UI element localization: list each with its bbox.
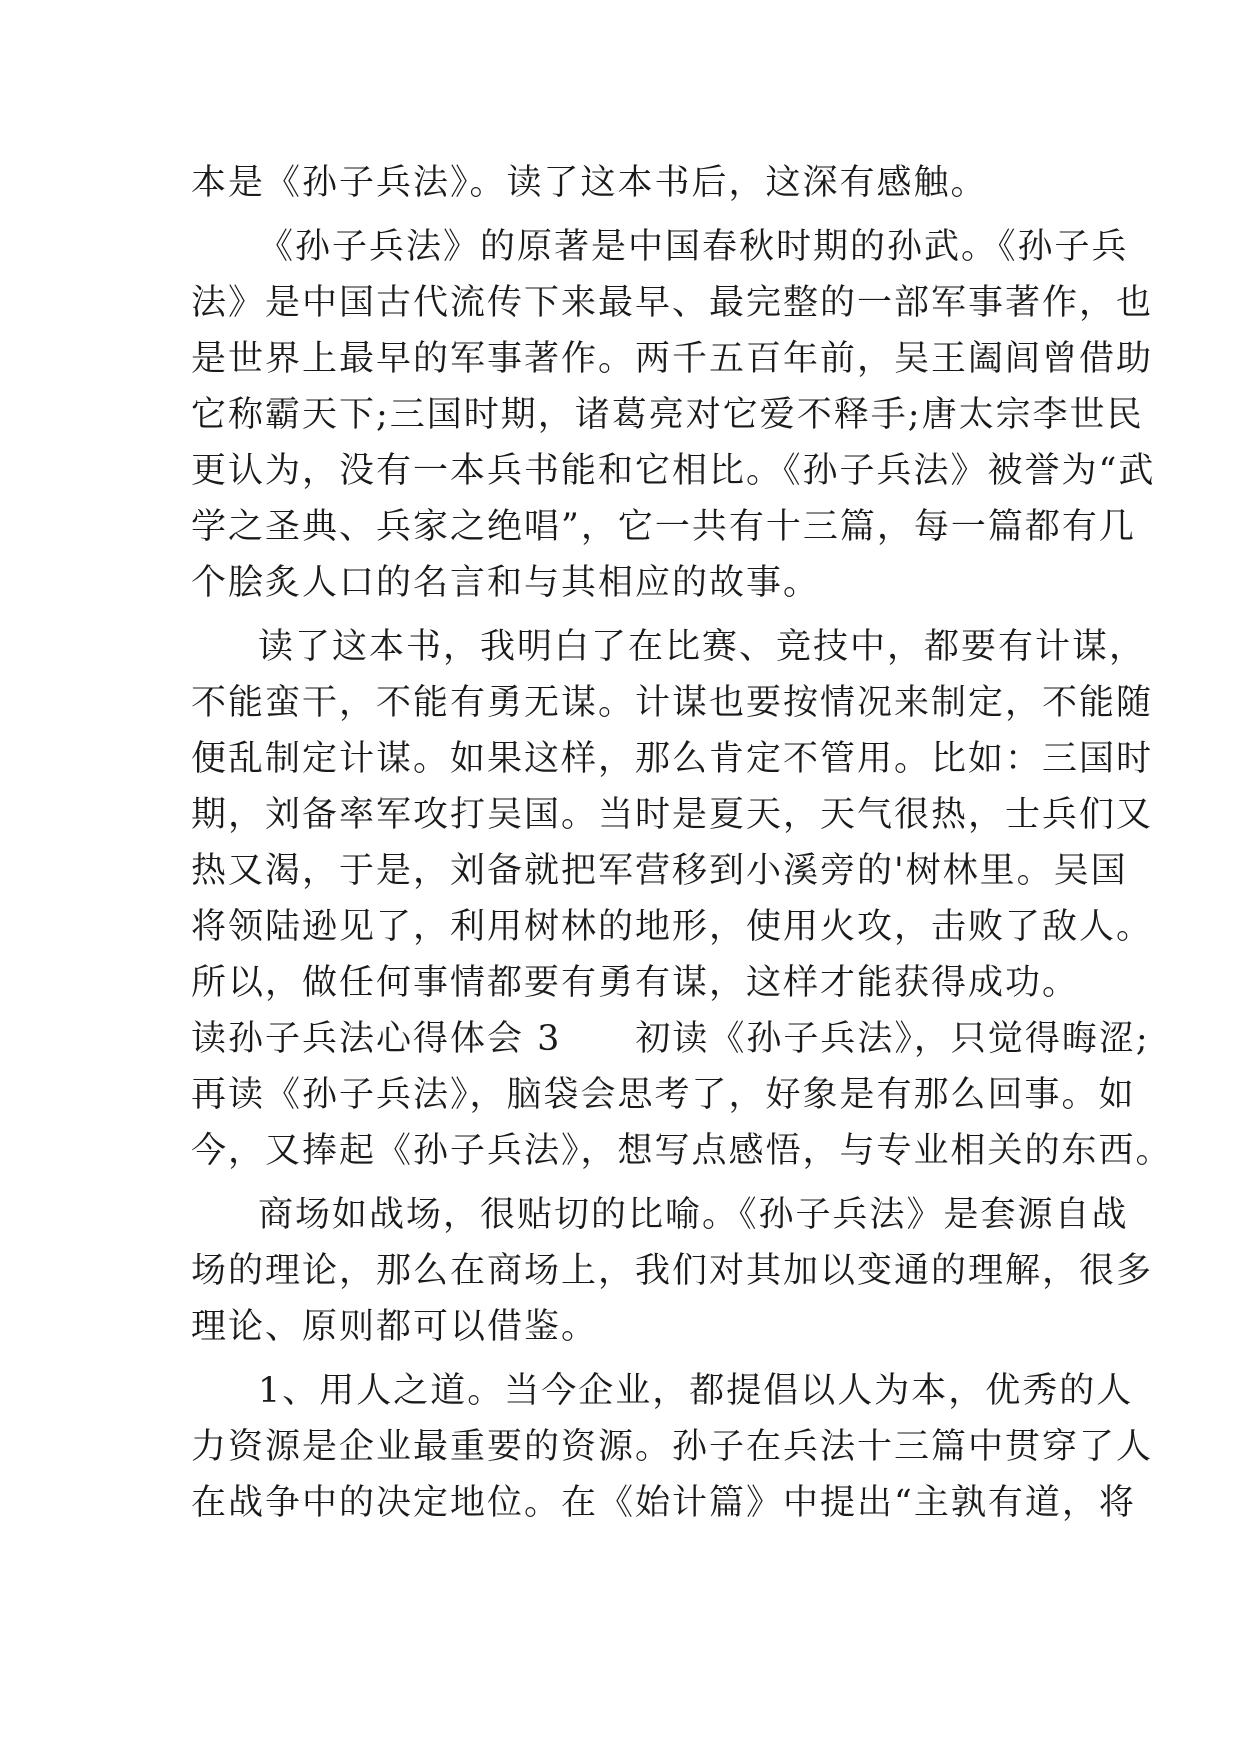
text-line-3: 法》是中国古代流传下来最早、最完整的一部军事著作，也 <box>191 283 1154 323</box>
text-line-24: 在战争中的决定地位。在《始计篇》中提出“主孰有道，将 <box>191 1483 1136 1523</box>
text-line-11: 便乱制定计谋。如果这样，那么肯定不管用。比如：三国时 <box>191 739 1154 779</box>
text-line-21: 理论、原则都可以借鉴。 <box>191 1307 599 1347</box>
text-line-19: 商场如战场，很贴切的比喻。《孙子兵法》是套源自战 <box>258 1195 1129 1235</box>
text-line-22: 1、用人之道。当今企业，都提倡以人为本，优秀的人 <box>258 1371 1134 1411</box>
text-line-7: 学之圣典、兵家之绝唱”，它一共有十三篇，每一篇都有几 <box>191 507 1136 547</box>
text-line-8: 个脍炙人口的名言和与其相应的故事。 <box>191 563 821 603</box>
text-line-5: 它称霸天下;三国时期，诸葛亮对它爱不释手;唐太宗李世民 <box>191 395 1144 435</box>
text-line-2: 《孙子兵法》的原著是中国春秋时期的孙武。《孙子兵 <box>258 227 1129 267</box>
text-line-16: 读孙子兵法心得体会 3 初读《孙子兵法》，只觉得晦涩; <box>191 1019 1150 1059</box>
text-line-12: 期，刘备率军攻打吴国。当时是夏天，天气很热，士兵们又 <box>191 795 1154 835</box>
text-line-23: 力资源是企业最重要的资源。孙子在兵法十三篇中贯穿了人 <box>191 1427 1154 1467</box>
text-line-20: 场的理论，那么在商场上，我们对其加以变通的理解，很多 <box>191 1251 1154 1291</box>
text-line-1: 本是《孙子兵法》。读了这本书后，这深有感触。 <box>191 163 988 203</box>
text-line-14: 将领陆逊见了，利用树林的地形，使用火攻，击败了敌人。 <box>191 907 1154 947</box>
text-line-9: 读了这本书，我明白了在比赛、竞技中，都要有计谋， <box>258 627 1147 667</box>
text-line-18: 今，又捧起《孙子兵法》，想写点感悟，与专业相关的东西。 <box>191 1131 1173 1171</box>
text-line-15: 所以，做任何事情都要有勇有谋，这样才能获得成功。 <box>191 963 1080 1003</box>
text-line-10: 不能蛮干，不能有勇无谋。计谋也要按情况来制定，不能随 <box>191 683 1154 723</box>
text-line-13: 热又渴，于是，刘备就把军营移到小溪旁的'树林里。吴国 <box>191 851 1128 891</box>
text-line-6: 更认为，没有一本兵书能和它相比。《孙子兵法》被誉为“武 <box>191 451 1156 491</box>
text-line-17: 再读《孙子兵法》，脑袋会思考了，好象是有那么回事。如 <box>191 1075 1136 1115</box>
text-line-4: 是世界上最早的军事著作。两千五百年前，吴王阖闾曾借助 <box>191 339 1154 379</box>
